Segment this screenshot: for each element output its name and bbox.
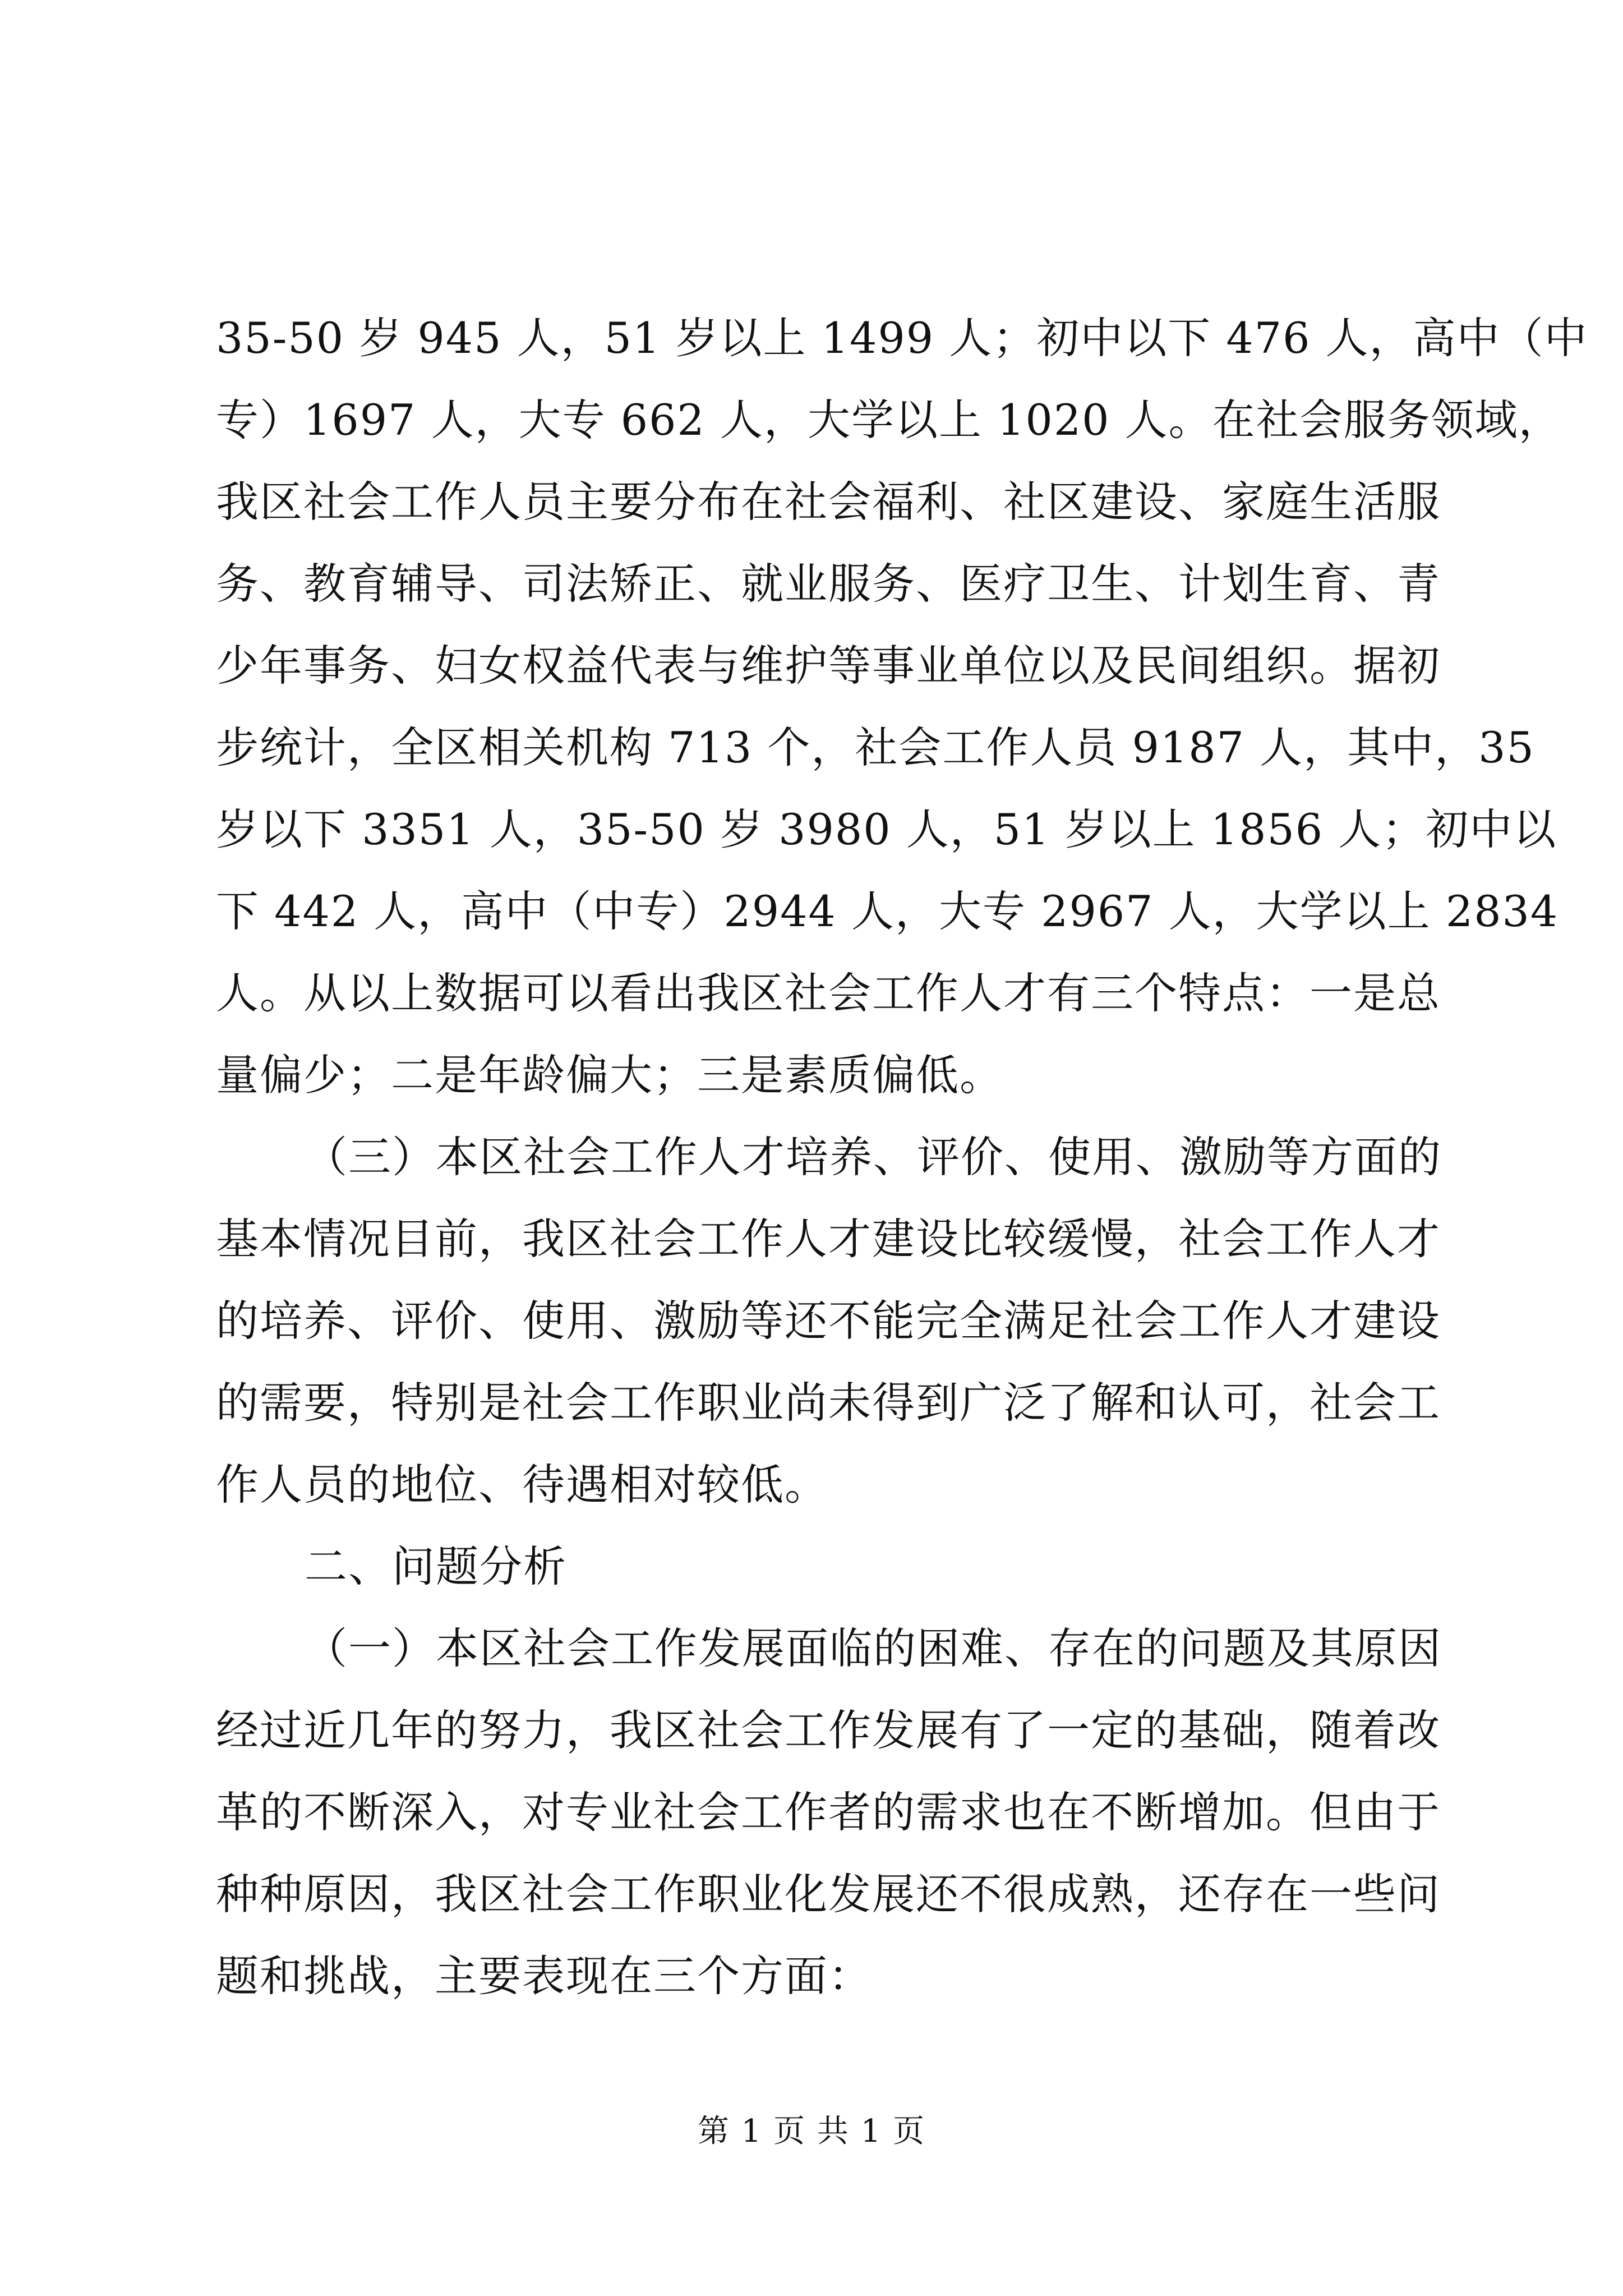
section-heading-line: （一）本区社会工作发展面临的困难、存在的问题及其原因	[305, 1623, 1442, 1673]
document-body	[216, 297, 1588, 2017]
text-line: 人。从以上数据可以看出我区社会工作人才有三个特点：一是总	[216, 968, 1441, 1018]
text-line: 35-50 岁 945 人，51 岁以上 1499 人；初中以下 476 人，高中（中	[216, 313, 1588, 363]
text-line: 作人员的地位、待遇相对较低。	[216, 1460, 828, 1510]
text-line: 基本情况目前，我区社会工作人才建设比较缓慢，社会工作人才	[216, 1214, 1441, 1264]
text-line: 步统计，全区相关机构 713 个，社会工作人员 9187 人，其中，35	[216, 723, 1535, 772]
text-line: 务、教育辅导、司法矫正、就业服务、医疗卫生、计划生育、青	[216, 559, 1441, 609]
text-line: 少年事务、妇女权益代表与维护等事业单位以及民间组织。据初	[216, 641, 1441, 691]
text-line: 岁以下 3351 人，35-50 岁 3980 人，51 岁以上 1856 人；初中以	[216, 804, 1557, 854]
text-line: 经过近几年的努力，我区社会工作发展有了一定的基础，随着改	[216, 1705, 1441, 1755]
page-number-footer: 第 1 页 共 1 页	[697, 2113, 926, 2150]
text-line: 量偏少；二是年龄偏大；三是素质偏低。	[216, 1050, 1003, 1100]
section-heading-line: （三）本区社会工作人才培养、评价、使用、激励等方面的	[305, 1132, 1442, 1182]
text-line: 革的不断深入，对专业社会工作者的需求也在不断增加。但由于	[216, 1787, 1441, 1837]
text-line: 种种原因，我区社会工作职业化发展还不很成熟，还存在一些问	[216, 1869, 1441, 1919]
text-line: 下 442 人，高中（中专）2944 人，大专 2967 人，大学以上 2834	[216, 886, 1559, 936]
text-line: 的培养、评价、使用、激励等还不能完全满足社会工作人才建设	[216, 1296, 1441, 1346]
text-line: 专）1697 人，大专 662 人，大学以上 1020 人。在社会服务领域，	[216, 395, 1562, 445]
text-line: 题和挑战，主要表现在三个方面：	[216, 1951, 872, 2001]
text-line: 的需要，特别是社会工作职业尚未得到广泛了解和认可，社会工	[216, 1378, 1441, 1428]
text-line: 我区社会工作人员主要分布在社会福利、社区建设、家庭生活服	[216, 477, 1441, 527]
section-heading: 二、问题分析	[305, 1542, 567, 1591]
